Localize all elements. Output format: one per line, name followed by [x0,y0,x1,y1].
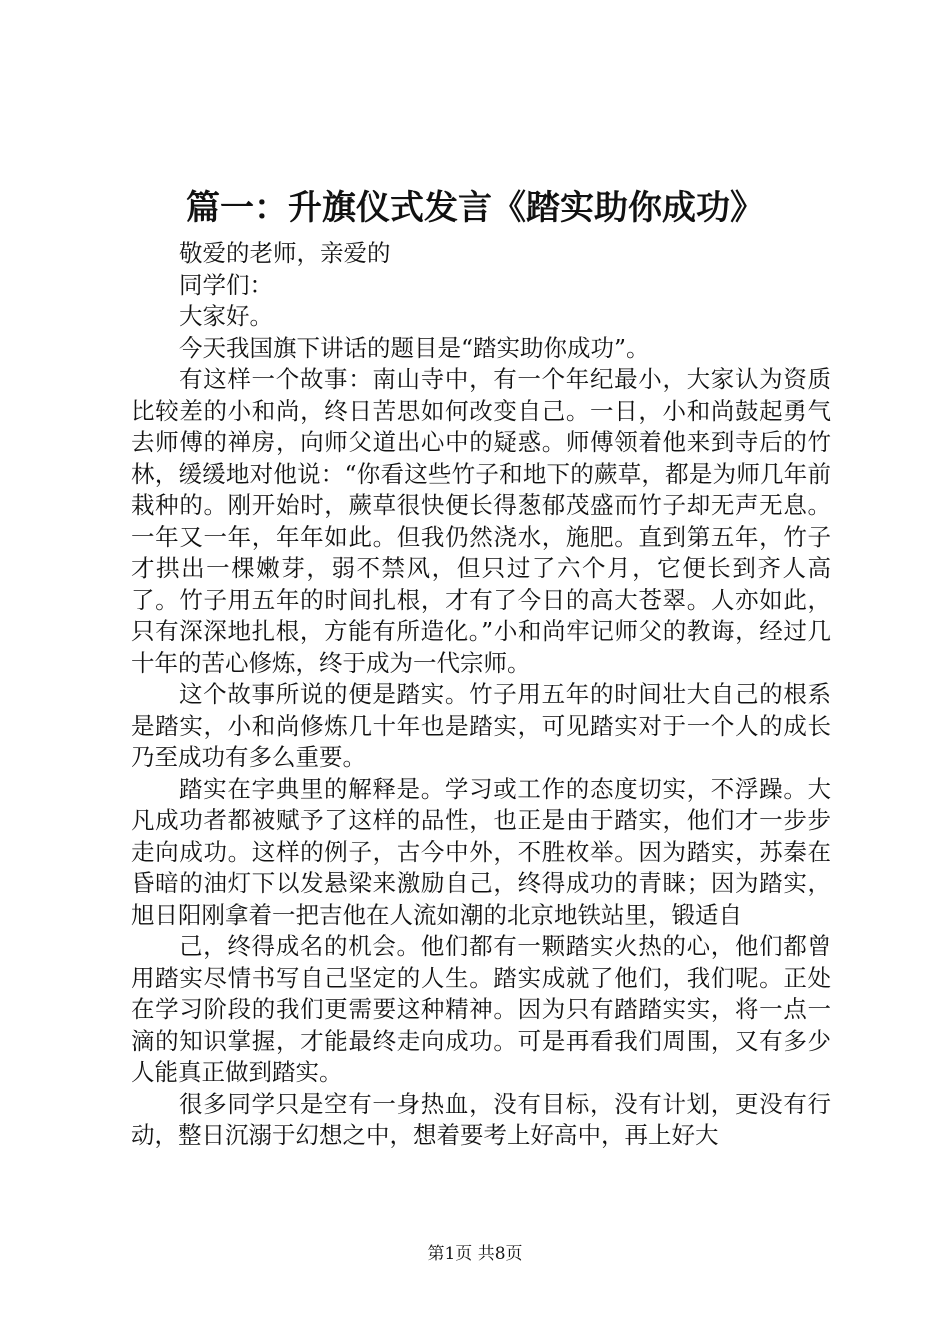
document-title: 篇一：升旗仪式发言《踏实助你成功》 [186,188,764,228]
paragraph-definition: 踏实在字典里的解释是。学习或工作的态度切实，不浮躁。大凡成功者都被赋予了这样的品性，也正是由于踏实，他们才一步步走向成功。这样的例子，古今中外，不胜枚举。因为踏实，苏秦在昏暗的油灯下以发悬梁来激励自己，终得成功的青睐；因为踏实，旭日阳刚拿着一把吉他在人流如潮的北京地铁站里，锻适自 [131,774,831,929]
topic-line: 今天我国旗下讲话的题目是“踏实助你成功”。 [179,333,650,362]
document-body [131,238,831,1152]
paragraph-continuation: 己，终得成名的机会。他们都有一颗踏实火热的心，他们都曾用踏实尽情书写自己坚定的人生。踏实成就了他们，我们呢。正处在学习阶段的我们更需要这种精神。因为只有踏踏实实，将一点一滴的知识掌握，才能最终走向成功。可是再看我们周围，又有多少人能真正做到踏实。 [131,932,831,1086]
page-number: 第1页 共8页 [427,1244,523,1264]
paragraph-students: 很多同学只是空有一身热血，没有目标，没有计划，更没有行动，整日沉溺于幻想之中，想着要考上好高中，再上好大 [131,1089,831,1149]
salutation-line-1: 敬爱的老师，亲爱的 [179,239,391,267]
paragraph-story: 有这样一个故事：南山寺中，有一个年纪最小，大家认为资质比较差的小和尚，终日苦思如何改变自己。一日，小和尚鼓起勇气去师傅的禅房，向师父道出心中的疑惑。师傅领着他来到寺后的竹林，缓缓地对他说：“你看这些竹子和地下的蕨草，都是为师几年前栽种的。刚开始时，蕨草很快便长得葱郁茂盛而竹子却无声无息。一年又一年，年年如此。但我仍然浇水，施肥。直到第五年，竹子才拱出一棵嫩芽，弱不禁风，但只过了六个月，它便长到齐人高了。竹子用五年的时间扎根，才有了今日的高大苍翠。人亦如此，只有深深地扎根，方能有所造化。”小和尚牢记师父的教诲，经过几十年的苦心修炼，终于成为一代宗师。 [131,365,831,677]
greeting: 大家好。 [179,302,273,330]
paragraph-meaning: 这个故事所说的便是踏实。竹子用五年的时间壮大自己的根系是踏实，小和尚修炼几十年也是踏实，可见踏实对于一个人的成长乃至成功有多么重要。 [131,680,831,771]
salutation-line-2: 同学们： [179,270,273,299]
